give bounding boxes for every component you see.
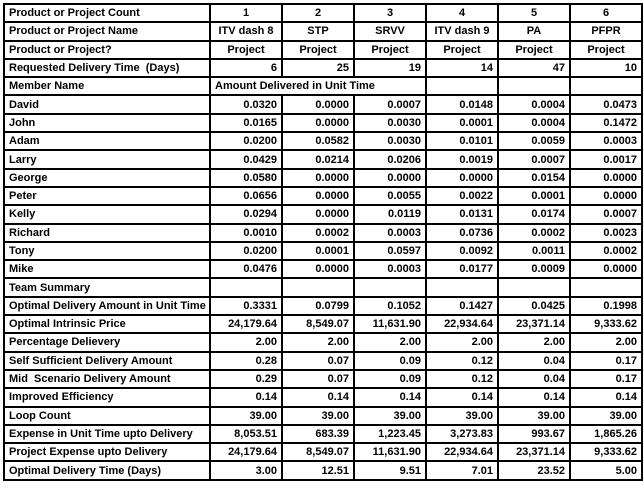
- value-cell[interactable]: 0.0214: [282, 150, 354, 168]
- value-cell[interactable]: 0.0000: [282, 260, 354, 278]
- row-label-cell[interactable]: Mid Scenario Delivery Amount: [4, 370, 210, 388]
- row-label-cell[interactable]: Mike: [4, 260, 210, 278]
- value-cell[interactable]: 2.00: [282, 333, 354, 351]
- value-cell[interactable]: 0.0011: [498, 242, 570, 260]
- value-cell[interactable]: 0.12: [426, 370, 498, 388]
- value-cell[interactable]: 25: [282, 59, 354, 77]
- value-cell[interactable]: 19: [354, 59, 426, 77]
- value-cell[interactable]: 24,179.64: [210, 315, 282, 333]
- value-cell[interactable]: 0.0582: [282, 132, 354, 150]
- value-cell[interactable]: 0.0000: [282, 114, 354, 132]
- row-label-cell[interactable]: Requested Delivery Time (Days): [4, 59, 210, 77]
- value-cell[interactable]: 0.0092: [426, 242, 498, 260]
- value-cell[interactable]: 0.14: [498, 388, 570, 406]
- value-cell[interactable]: 0.0000: [426, 169, 498, 187]
- value-cell[interactable]: 0.0597: [354, 242, 426, 260]
- table-row: [4, 260, 642, 278]
- value-cell[interactable]: 0.0000: [282, 95, 354, 113]
- row-label-cell[interactable]: Adam: [4, 132, 210, 150]
- table-row: [4, 297, 642, 315]
- value-cell[interactable]: 0.14: [570, 388, 642, 406]
- value-cell[interactable]: 1,223.45: [354, 425, 426, 443]
- value-cell[interactable]: 0.0001: [498, 187, 570, 205]
- value-cell[interactable]: 0.0000: [354, 169, 426, 187]
- value-cell[interactable]: 0.17: [570, 352, 642, 370]
- row-label-cell[interactable]: Optimal Delivery Amount in Unit Time: [4, 297, 210, 315]
- value-cell[interactable]: 2.00: [570, 333, 642, 351]
- row-label-cell[interactable]: George: [4, 169, 210, 187]
- value-cell[interactable]: 0.0009: [498, 260, 570, 278]
- value-cell[interactable]: 0.0022: [426, 187, 498, 205]
- row-label-cell[interactable]: Tony: [4, 242, 210, 260]
- value-cell[interactable]: 0.09: [354, 370, 426, 388]
- table-row: [4, 352, 642, 370]
- table-row: [4, 41, 642, 59]
- table-row: [4, 278, 642, 296]
- value-cell[interactable]: 9,333.62: [570, 443, 642, 461]
- row-label-cell[interactable]: Larry: [4, 150, 210, 168]
- empty-cell[interactable]: [570, 278, 642, 296]
- value-cell[interactable]: 2.00: [426, 333, 498, 351]
- value-cell[interactable]: 0.17: [570, 370, 642, 388]
- value-cell[interactable]: 0.0200: [210, 242, 282, 260]
- row-label-cell[interactable]: Expense in Unit Time upto Delivery: [4, 425, 210, 443]
- value-cell[interactable]: 0.0003: [354, 224, 426, 242]
- empty-cell[interactable]: [210, 278, 282, 296]
- value-cell[interactable]: 0.3331: [210, 297, 282, 315]
- value-cell[interactable]: 0.0055: [354, 187, 426, 205]
- value-cell[interactable]: 0.0101: [426, 132, 498, 150]
- value-cell[interactable]: 0.14: [354, 388, 426, 406]
- empty-cell[interactable]: [354, 278, 426, 296]
- value-cell[interactable]: 0.0059: [498, 132, 570, 150]
- table-row: [4, 407, 642, 425]
- row-label-cell[interactable]: Product or Project?: [4, 41, 210, 59]
- table-row: [4, 77, 642, 95]
- table-row: [4, 22, 642, 40]
- value-cell[interactable]: 0.0017: [570, 150, 642, 168]
- table-row: [4, 224, 642, 242]
- row-label-cell[interactable]: Project Expense upto Delivery: [4, 443, 210, 461]
- value-cell[interactable]: 0.1998: [570, 297, 642, 315]
- empty-cell[interactable]: [498, 278, 570, 296]
- value-cell[interactable]: 39.00: [426, 407, 498, 425]
- value-cell[interactable]: 0.0000: [570, 260, 642, 278]
- value-cell[interactable]: 24,179.64: [210, 443, 282, 461]
- value-cell[interactable]: 23,371.14: [498, 443, 570, 461]
- value-cell[interactable]: 0.0473: [570, 95, 642, 113]
- value-cell[interactable]: 0.09: [354, 352, 426, 370]
- value-cell[interactable]: 0.0007: [498, 150, 570, 168]
- table-row: [4, 205, 642, 223]
- value-cell[interactable]: 39.00: [354, 407, 426, 425]
- value-cell[interactable]: 8,549.07: [282, 443, 354, 461]
- row-label-cell[interactable]: Richard: [4, 224, 210, 242]
- value-cell[interactable]: 0.1052: [354, 297, 426, 315]
- value-cell[interactable]: STP: [282, 22, 354, 40]
- value-cell[interactable]: 8,053.51: [210, 425, 282, 443]
- value-cell[interactable]: Project: [210, 41, 282, 59]
- value-cell[interactable]: ITV dash 8: [210, 22, 282, 40]
- value-cell[interactable]: 0.0003: [354, 260, 426, 278]
- row-label-cell[interactable]: John: [4, 114, 210, 132]
- value-cell[interactable]: 11,631.90: [354, 443, 426, 461]
- row-label-cell[interactable]: Product or Project Name: [4, 22, 210, 40]
- row-label-cell[interactable]: Peter: [4, 187, 210, 205]
- value-cell[interactable]: 23.52: [498, 461, 570, 479]
- table-row: [4, 59, 642, 77]
- table-body: [4, 4, 642, 480]
- row-label-cell[interactable]: Optimal Delivery Time (Days): [4, 461, 210, 479]
- value-cell[interactable]: 0.0000: [282, 169, 354, 187]
- row-label-cell[interactable]: David: [4, 95, 210, 113]
- row-label-cell[interactable]: Improved Efficiency: [4, 388, 210, 406]
- value-cell[interactable]: Project: [570, 41, 642, 59]
- row-label-cell[interactable]: Member Name: [4, 77, 210, 95]
- empty-cell[interactable]: [282, 278, 354, 296]
- value-cell[interactable]: 993.67: [498, 425, 570, 443]
- table-row: [4, 114, 642, 132]
- value-cell[interactable]: 0.0000: [570, 187, 642, 205]
- value-cell[interactable]: Project: [282, 41, 354, 59]
- row-label-cell[interactable]: Product or Project Count: [4, 4, 210, 22]
- value-cell[interactable]: 0.0429: [210, 150, 282, 168]
- value-cell[interactable]: 0.0736: [426, 224, 498, 242]
- table-row: [4, 242, 642, 260]
- value-cell[interactable]: 2.00: [210, 333, 282, 351]
- value-cell[interactable]: 0.0656: [210, 187, 282, 205]
- value-cell[interactable]: 0.0131: [426, 205, 498, 223]
- value-cell[interactable]: 11,631.90: [354, 315, 426, 333]
- value-cell[interactable]: Project: [354, 41, 426, 59]
- value-cell[interactable]: 0.04: [498, 352, 570, 370]
- value-cell[interactable]: 8,549.07: [282, 315, 354, 333]
- table-row: [4, 461, 642, 479]
- value-cell[interactable]: 4: [426, 4, 498, 22]
- value-cell[interactable]: 0.0000: [570, 169, 642, 187]
- value-cell[interactable]: PA: [498, 22, 570, 40]
- empty-cell[interactable]: [426, 278, 498, 296]
- table-row: [4, 370, 642, 388]
- value-cell[interactable]: 0.0007: [354, 95, 426, 113]
- value-cell[interactable]: 0.0174: [498, 205, 570, 223]
- value-cell[interactable]: 0.0010: [210, 224, 282, 242]
- value-cell[interactable]: 0.0000: [282, 205, 354, 223]
- value-cell[interactable]: 0.07: [282, 370, 354, 388]
- value-cell[interactable]: 0.0001: [282, 242, 354, 260]
- value-cell[interactable]: 0.0030: [354, 132, 426, 150]
- value-cell[interactable]: 3.00: [210, 461, 282, 479]
- value-cell[interactable]: 47: [498, 59, 570, 77]
- value-cell[interactable]: 0.0200: [210, 132, 282, 150]
- value-cell[interactable]: 0.0177: [426, 260, 498, 278]
- table-row: [4, 187, 642, 205]
- value-cell[interactable]: 23,371.14: [498, 315, 570, 333]
- value-cell[interactable]: 6: [210, 59, 282, 77]
- value-cell[interactable]: 0.1427: [426, 297, 498, 315]
- value-cell[interactable]: PFPR: [570, 22, 642, 40]
- value-cell[interactable]: 0.0002: [570, 242, 642, 260]
- value-cell[interactable]: 0.0000: [282, 187, 354, 205]
- value-cell[interactable]: 5.00: [570, 461, 642, 479]
- value-cell[interactable]: 0.0148: [426, 95, 498, 113]
- empty-cell[interactable]: [426, 77, 498, 95]
- value-cell[interactable]: 0.14: [282, 388, 354, 406]
- merged-section-title-cell[interactable]: Amount Delivered in Unit Time: [210, 77, 426, 95]
- value-cell[interactable]: 0.0004: [498, 114, 570, 132]
- value-cell[interactable]: 0.1472: [570, 114, 642, 132]
- table-row: [4, 388, 642, 406]
- table-row: [4, 333, 642, 351]
- table-row: [4, 4, 642, 22]
- value-cell[interactable]: 683.39: [282, 425, 354, 443]
- value-cell[interactable]: 22,934.64: [426, 315, 498, 333]
- value-cell[interactable]: 0.0002: [498, 224, 570, 242]
- row-label-cell[interactable]: Optimal Intrinsic Price: [4, 315, 210, 333]
- value-cell[interactable]: 39.00: [282, 407, 354, 425]
- empty-cell[interactable]: [570, 77, 642, 95]
- empty-cell[interactable]: [498, 77, 570, 95]
- table-row: [4, 315, 642, 333]
- value-cell[interactable]: 0.0476: [210, 260, 282, 278]
- value-cell[interactable]: 2.00: [498, 333, 570, 351]
- value-cell[interactable]: 0.0206: [354, 150, 426, 168]
- value-cell[interactable]: 0.07: [282, 352, 354, 370]
- value-cell[interactable]: 0.0007: [570, 205, 642, 223]
- row-label-cell[interactable]: Kelly: [4, 205, 210, 223]
- value-cell[interactable]: 0.0030: [354, 114, 426, 132]
- value-cell[interactable]: 0.14: [210, 388, 282, 406]
- value-cell[interactable]: 0.0023: [570, 224, 642, 242]
- value-cell[interactable]: 6: [570, 4, 642, 22]
- value-cell[interactable]: 39.00: [210, 407, 282, 425]
- value-cell[interactable]: ITV dash 9: [426, 22, 498, 40]
- value-cell[interactable]: 0.12: [426, 352, 498, 370]
- value-cell[interactable]: SRVV: [354, 22, 426, 40]
- value-cell[interactable]: 0.0320: [210, 95, 282, 113]
- value-cell[interactable]: 39.00: [570, 407, 642, 425]
- table-row: [4, 150, 642, 168]
- value-cell[interactable]: 0.0580: [210, 169, 282, 187]
- value-cell[interactable]: 2.00: [354, 333, 426, 351]
- value-cell[interactable]: Project: [498, 41, 570, 59]
- value-cell[interactable]: 1,865.26: [570, 425, 642, 443]
- value-cell[interactable]: 10: [570, 59, 642, 77]
- row-label-cell[interactable]: Loop Count: [4, 407, 210, 425]
- value-cell[interactable]: 0.0001: [426, 114, 498, 132]
- row-label-cell[interactable]: Self Sufficient Delivery Amount: [4, 352, 210, 370]
- value-cell[interactable]: 2: [282, 4, 354, 22]
- row-label-cell[interactable]: Percentage Delievery: [4, 333, 210, 351]
- data-table: [3, 3, 643, 481]
- value-cell[interactable]: 0.0799: [282, 297, 354, 315]
- value-cell[interactable]: 0.04: [498, 370, 570, 388]
- value-cell[interactable]: 0.29: [210, 370, 282, 388]
- value-cell[interactable]: 39.00: [498, 407, 570, 425]
- value-cell[interactable]: 0.0019: [426, 150, 498, 168]
- value-cell[interactable]: 7.01: [426, 461, 498, 479]
- table-row: [4, 132, 642, 150]
- table-row: [4, 95, 642, 113]
- value-cell[interactable]: 3,273.83: [426, 425, 498, 443]
- value-cell[interactable]: 1: [210, 4, 282, 22]
- row-label-cell[interactable]: Team Summary: [4, 278, 210, 296]
- value-cell[interactable]: 0.28: [210, 352, 282, 370]
- value-cell[interactable]: 0.0294: [210, 205, 282, 223]
- table-row: [4, 425, 642, 443]
- value-cell[interactable]: 0.0119: [354, 205, 426, 223]
- value-cell[interactable]: Project: [426, 41, 498, 59]
- table-row: [4, 169, 642, 187]
- value-cell[interactable]: 9,333.62: [570, 315, 642, 333]
- value-cell[interactable]: 14: [426, 59, 498, 77]
- value-cell[interactable]: 0.0002: [282, 224, 354, 242]
- value-cell[interactable]: 0.0425: [498, 297, 570, 315]
- value-cell[interactable]: 0.0154: [498, 169, 570, 187]
- value-cell[interactable]: 12.51: [282, 461, 354, 479]
- value-cell[interactable]: 3: [354, 4, 426, 22]
- value-cell[interactable]: 9.51: [354, 461, 426, 479]
- table-row: [4, 443, 642, 461]
- value-cell[interactable]: 22,934.64: [426, 443, 498, 461]
- value-cell[interactable]: 0.0004: [498, 95, 570, 113]
- value-cell[interactable]: 0.0003: [570, 132, 642, 150]
- value-cell[interactable]: 5: [498, 4, 570, 22]
- value-cell[interactable]: 0.0165: [210, 114, 282, 132]
- value-cell[interactable]: 0.14: [426, 388, 498, 406]
